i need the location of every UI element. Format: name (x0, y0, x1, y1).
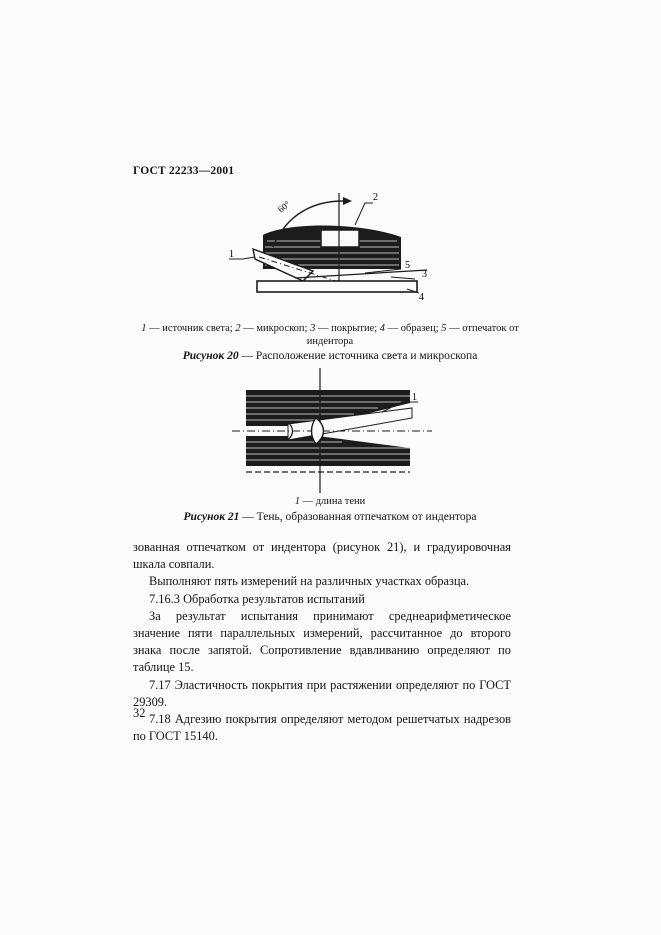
paragraph-results: За результат испытания принимают среднеарифметическое значение пяти параллельных измерений, рассчитанное до второго знака после запятой. Сопротивление вдавливанию определяют по таблице 15. (133, 608, 511, 675)
figure-21-callout-1: 1 (412, 392, 417, 403)
page-number: 32 (133, 706, 146, 720)
figure-21-drawing (232, 368, 432, 493)
figure-20-legend-line-1: 1 — источник света; 2 — микроскоп; 3 — покрытие; 4 — образец; 5 — отпечаток от (141, 323, 519, 334)
paragraph-7-18: 7.18 Адгезию покрытия определяют методом решетчатых надрезов по ГОСТ 15140. (133, 712, 511, 744)
figure-20-sample-plate (257, 281, 417, 292)
paragraph-measurements: Выполняют пять измерений на различных участках образца. (149, 574, 470, 589)
figure-20-callout-5: 5 (405, 260, 410, 271)
figure-20-legend-line-2: индентора (306, 336, 354, 347)
figure-20-drawing (215, 185, 445, 310)
figure-20-callout-4: 4 (419, 292, 424, 303)
figure-21-legend: 1 — длина тени (294, 496, 366, 507)
figure-20-angle-label: 60° (275, 198, 292, 215)
figure-20-title: Рисунок 20 — Расположение источника света и микроскопа (182, 350, 478, 362)
figure-20-callout-1: 1 (229, 249, 234, 260)
figure-20-callout-3: 3 (422, 269, 427, 280)
section-heading-7-16-3: 7.16.3 Обработка результатов испытаний (149, 591, 365, 606)
running-header: ГОСТ 22233—2001 (133, 165, 235, 177)
paragraph-continuation: зованная отпечатком от индентора (рисунок 21), и градуировочная шкала совпали. (133, 540, 511, 572)
body-text (133, 539, 511, 745)
figure-21-title: Рисунок 21 — Тень, образованная отпечатком от индентора (183, 511, 477, 523)
figure-20-callout-2: 2 (373, 192, 378, 203)
figure-21-lower-block (246, 436, 410, 466)
paragraph-7-17: 7.17 Эластичность покрытия при растяжении определяют по ГОСТ 29309. (133, 677, 511, 709)
